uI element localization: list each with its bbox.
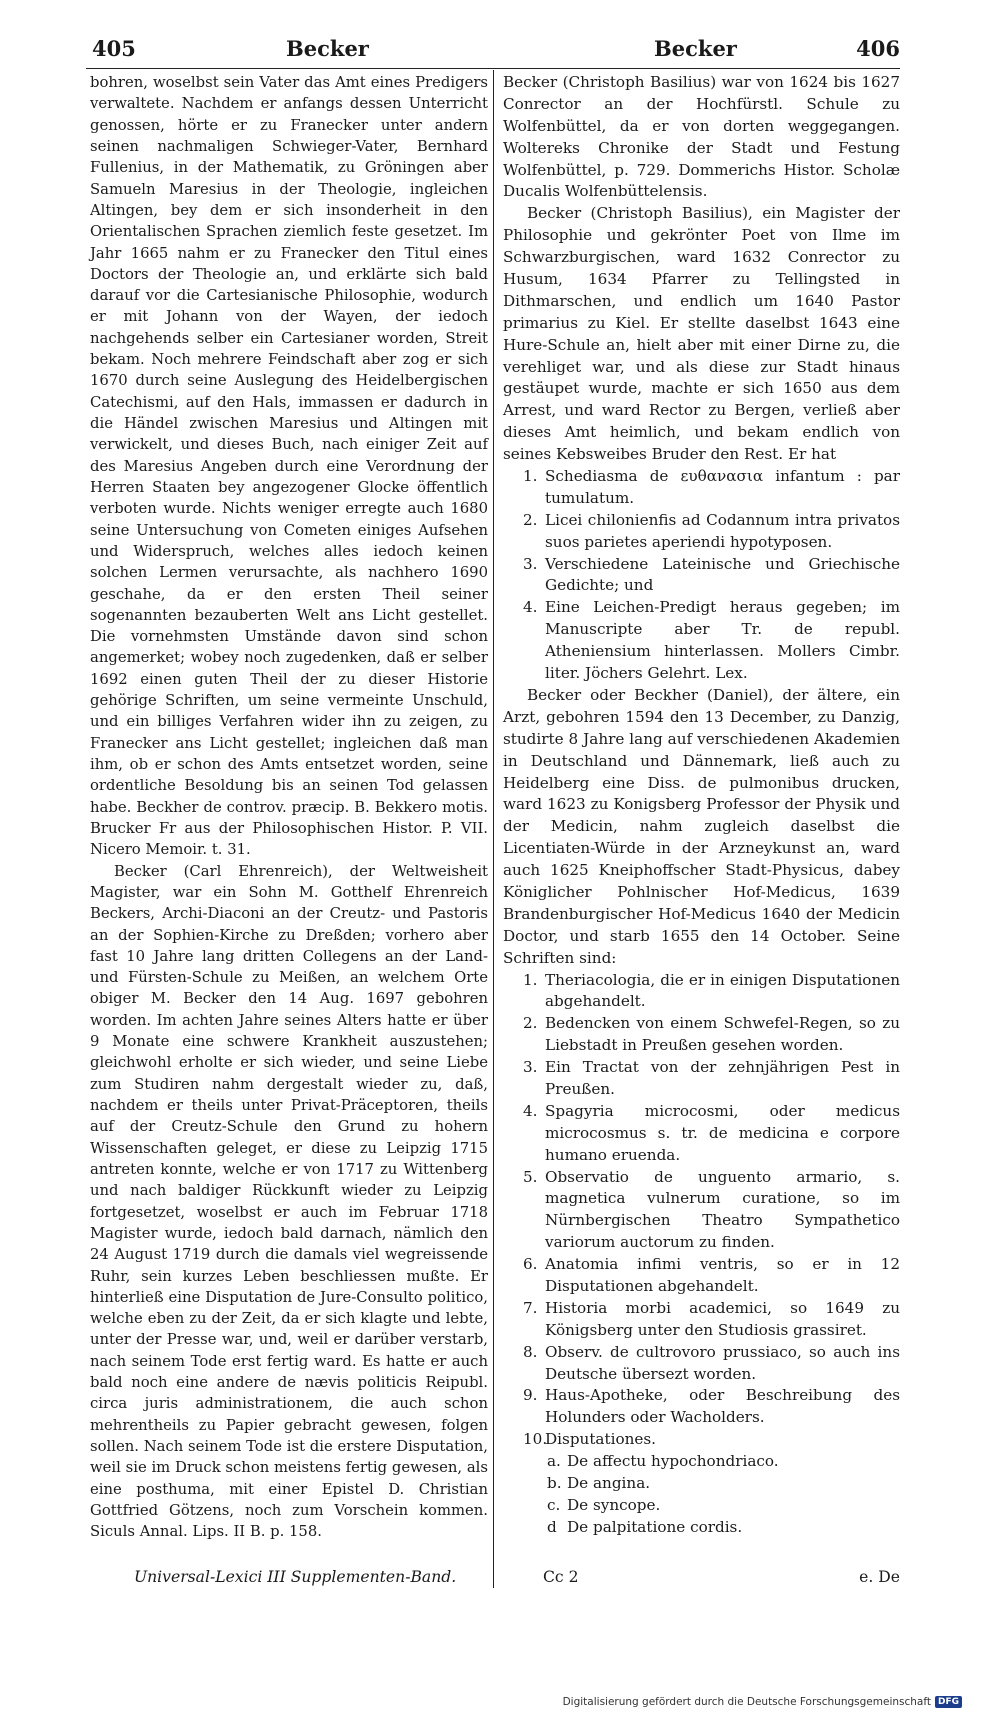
digitization-credit <box>563 1696 962 1708</box>
item-text: Licei chilonienfis ad Codannum intra privatos suos parietes aperiendi hypotyposen. <box>545 510 900 551</box>
item-text: Historia morbi academici, so 1649 zu Königsberg unter den Studiosis grassiret. <box>545 1298 900 1339</box>
item-text: Observatio de unguento armario, s. magnetica vulnerum curatione, so im Nürnbergischen Theatro Sympathetico variorum auctorum zu finden. <box>545 1167 900 1252</box>
entry-becker-christoph-basilius-1: Becker (Christoph Basilius) war von 1624 bis 1627 Conrector an der Hochfürstl. Schule zu Wolfenbüttel, da er von dorten weggegangen. Woltereks Chronike der Stadt und Festung Wolfenbüttel, p. 729. Dommerichs Histor. Scholæ Ducalis Wolfenbüttelensis. <box>503 73 900 201</box>
header-rule <box>86 68 900 69</box>
list-item <box>503 1101 900 1167</box>
item-text: Observ. de cultrovoro prussiaco, so auch ins Deutsche übersezt worden. <box>545 1342 900 1383</box>
item-text: Haus-Apotheke, oder Beschreibung des Holunders oder Wacholders. <box>545 1386 900 1427</box>
item-number: 4. <box>523 1101 538 1120</box>
list-item <box>503 1057 900 1101</box>
item-number: 1. <box>523 467 538 486</box>
item-text: De palpitatione cordis. <box>567 1517 743 1536</box>
page-number-left: 405 <box>92 36 136 61</box>
item-text: Theriacologia, die er in einigen Disputationen abgehandelt. <box>545 970 900 1011</box>
list-item <box>503 970 900 1014</box>
running-head <box>86 36 900 70</box>
list-item <box>503 1013 900 1057</box>
list-item <box>503 1385 900 1429</box>
entry-becker-daniel: Becker oder Beckher (Daniel), der ältere, ein Arzt, gebohren 1594 den 13 December, zu Danzig, studirte 8 Jahre lang auf verschiedenen Akademien in Deutschland und Dännemark, ließ auch zu Heidelberg eine Diss. de pulmonibus drucken, ward 1623 zu Konigsberg Professor der Physik und der Medicin, nahm zugleich daselbst die Licentiaten-Würde in der Arzneykunst an, ward auch 1625 Kneiphoffscher Stadt-Physicus, dabey Königlicher Pohlnischer Hof-Medicus, 1639 Brandenburgischer Hof-Medicus 1640 der Medicin Doctor, und starb 1655 den 14 October. Seine Schriften sind: <box>503 685 900 967</box>
item-text: Ein Tractat von der zehnjährigen Pest in Preußen. <box>545 1058 900 1098</box>
list-item <box>503 1342 900 1386</box>
list-item <box>503 1429 900 1451</box>
headword-right: Becker <box>654 36 737 61</box>
item-number: 10. <box>523 1430 548 1449</box>
credit-text: Digitalisierung gefördert durch die Deutsche Forschungsgemeinschaft <box>562 1696 931 1708</box>
item-number: 7. <box>523 1298 538 1317</box>
list-item <box>503 1254 900 1298</box>
item-text: De syncope. <box>567 1495 661 1514</box>
item-letter: b. <box>547 1474 562 1492</box>
right-column <box>503 72 900 1539</box>
item-text: Bedencken von einem Schwefel-Regen, so zu Liebstadt in Preußen gesehen worden. <box>545 1014 900 1055</box>
list-item <box>503 1167 900 1255</box>
item-text: Anatomia infimi ventris, so er in 12 Disputationen abgehandelt. <box>545 1255 900 1295</box>
item-number: 6. <box>523 1255 538 1274</box>
page-number-right: 406 <box>856 36 900 61</box>
item-text: Schediasma de ευθανασια infantum : par tumulatum. <box>545 467 900 507</box>
item-number: 9. <box>523 1386 538 1405</box>
item-text: Eine Leichen-Predigt heraus gegeben; im Manuscripte aber Tr. de republ. Atheniensium hinterlassen. Mollers Cimbr. liter. Jöchers Gelehrt. Lex. <box>545 598 900 683</box>
item-text: Disputationes. <box>545 1430 656 1449</box>
sublist-item <box>503 1451 900 1473</box>
item-number: 4. <box>523 598 538 617</box>
item-number: 8. <box>523 1342 538 1361</box>
disputationes-sublist <box>503 1451 900 1539</box>
entry-becker-carl-ehrenreich: Becker (Carl Ehrenreich), der Weltweisheit Magister, war ein Sohn M. Gotthelf Ehrenreich Beckers, Archi-Diaconi an der Creutz- und Pastoris an der Sophien-Kirche zu Dreßden; vorhero aber fast 10 Jahre lang dritten Collegens an der Land- und Fürsten-Schule zu Meißen, an welchem Orte obiger M. Becker den 14 Aug. 1697 gebohren worden. Im achten Jahre seines Alters hatte er über 9 Monate eine schwere Krankheit auszustehen; gleichwohl erholte er sich wieder, und seine Liebe zum Studiren nahm dergestalt wieder zu, daß, nachdem er theils unter Privat-Präceptoren, theils auf der Creutz-Schule den Grund zu hohern Wissenschaften geleget, er diese zu Leipzig 1715 antreten konnte, welche er von 1717 zu Wittenberg und nach baldiger Rückkunft wieder zu Leipzig fortgesetzet, woselbst er auch im Februar 1718 Magister wurde, iedoch bald darnach, nämlich den 24 August 1719 durch die damals viel wegreissende Ruhr, sein kurzes Leben beschliessen mußte. Er hinterließ eine Disputation de Jure-Consulto politico, welche eben zu der Zeit, da er sich klagte und lebte, unter der Presse war, und, weil er darüber verstarb, nach seinem Tode erst fertig ward. Es hatte er auch bald noch eine andere de nævis politicis Reipubl. circa juris administrationem, die auch schon mehrentheils zu Papier gebracht gewesen, folgen sollen. Nach seinem Tode ist die erstere Disputation, weil sie im Druck schon meistens fertig gewesen, als eine posthuma, mit einer Epistel D. Christian Gottfried Götzens, noch zum Vorschein kommen. Siculs Annal. Lips. II B. p. 158. <box>90 862 488 1541</box>
item-number: 5. <box>523 1167 538 1186</box>
item-text: Spagyria microcosmi, oder medicus microcosmus s. tr. de medicina e corpore humano eruenda. <box>545 1101 900 1164</box>
item-number: 2. <box>523 510 538 529</box>
item-letter: c. <box>547 1495 561 1514</box>
item-letter: d <box>547 1517 557 1536</box>
list-item <box>503 1298 900 1342</box>
item-text: De angina. <box>567 1474 651 1492</box>
column-rule <box>493 70 494 1588</box>
sublist-item <box>503 1473 900 1495</box>
item-number: 2. <box>523 1014 538 1033</box>
dfg-logo: DFG <box>935 1696 962 1708</box>
signature-mark: Cc 2 <box>543 1568 579 1586</box>
item-text: Verschiedene Lateinische und Griechische Gedichte; und <box>545 554 900 595</box>
item-number: 3. <box>523 554 538 573</box>
signature-line: Universal-Lexici III Supplementen-Band. <box>134 1568 457 1586</box>
works-list-christoph <box>503 466 900 685</box>
catchword: e. De <box>859 1568 900 1586</box>
item-number: 1. <box>523 970 538 989</box>
works-list-daniel <box>503 970 900 1452</box>
list-item <box>503 554 900 598</box>
list-item <box>503 510 900 554</box>
headword-left: Becker <box>286 36 369 61</box>
list-item <box>503 597 900 685</box>
sublist-item <box>503 1517 900 1539</box>
left-column <box>90 72 488 1543</box>
item-text: De affectu hypochondriaco. <box>567 1452 779 1471</box>
sublist-item <box>503 1495 900 1517</box>
item-letter: a. <box>547 1452 561 1471</box>
entry-becker-balthasar-continued: bohren, woselbst sein Vater das Amt eines Predigers verwaltete. Nachdem er anfangs dessen Unterricht genossen, hörte er zu Franecker unter andern seinen nachmaligen Schwieger-Vater, Bernhard Fullenius, in der Mathematik, zu Gröningen aber Samueln Maresius in der Theologie, ingleichen Altingen, bey dem er sich insonderheit in den Orientalischen Sprachen ziemlich feste gesetzet. Im Jahr 1665 nahm er zu Franecker den Titul eines Doctors der Theologie an, und erklärte sich bald darauf vor die Cartesianische Philosophie, wodurch er mit Johann von der Wayen, der iedoch nachgehends selber ein Cartesianer worden, Streit bekam. Noch mehrere Feindschaft aber zog er sich 1670 durch seine Auslegung des Heidelbergischen Catechismi, auf den Hals, immassen er dadurch in die Händel zwischen Maresius und Altingen mit verwickelt, und dieses Buch, nach einiger Zeit auf des Maresius Angeben durch eine Verordnung der Herren Staaten bey angezogener Glocke öffentlich verboten wurde. Nichts weniger erregte auch 1680 seine Untersuchung von Cometen einiges Aufsehen und Widerspruch, welches alles iedoch keinen solchen Lermen verursachte, als nachhero 1690 geschahe, da er den ersten Theil seiner sogenannten bezauberten Welt ans Licht gestellet. Die vornehmsten Umstände davon sind schon angemerket; wobey noch zugedenken, daß er selber 1692 einen guten Theil der zu dieser Historie gehörige Schriften, um seine vermeinte Unschuld, und ein billiges Verfahren wider ihn zu zeigen, zu Franecker ans Licht gestellet; ingleichen daß man ihm, ob er schon des Amts entsetzet worden, seine ordentliche Besoldung bis an seinen Tod gelassen habe. Beckher de controv. præcip. B. Bekkero motis. Brucker Fr aus der Philosophischen Histor. P. VII. Nicero Memoir. t. 31. <box>90 74 488 859</box>
item-number: 3. <box>523 1058 538 1077</box>
entry-becker-christoph-basilius-2: Becker (Christoph Basilius), ein Magister der Philosophie und gekrönter Poet von Ilme im Schwarzburgischen, ward 1632 Conrector zu Husum, 1634 Pfarrer zu Tellingsted in Dithmarschen, und endlich um 1640 Pastor primarius zu Kiel. Er stellte daselbst 1643 eine Hure-Schule an, hielt aber mit einer Dirne zu, die verehliget war, und als diese zur Stadt hinaus gestäupet wurde, machte er sich 1650 aus dem Arrest, und ward Rector zu Bergen, verließ aber dieses Amt heimlich, und bekam endlich von seines Kebsweibes Bruder den Rest. Er hat <box>503 204 900 464</box>
list-item <box>503 466 900 510</box>
